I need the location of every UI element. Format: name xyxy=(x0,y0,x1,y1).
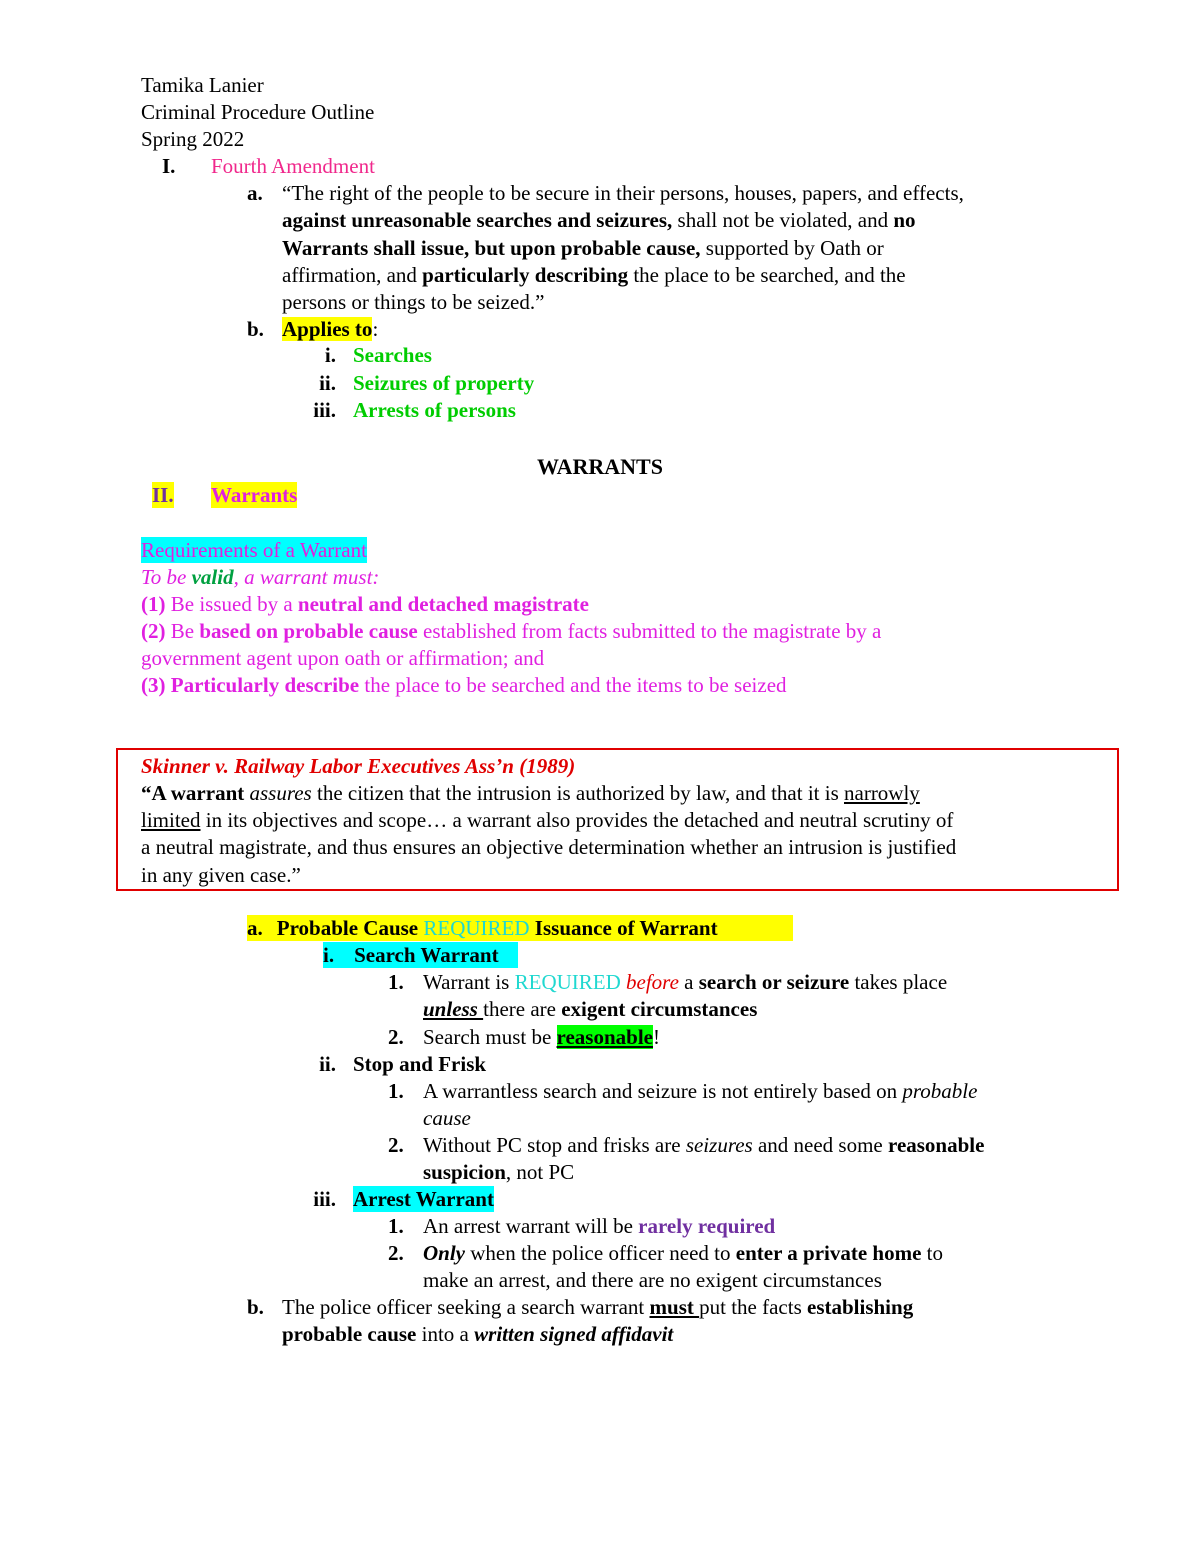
requirements-intro xyxy=(141,564,379,590)
text: put the facts xyxy=(699,1295,807,1319)
sub-number: i. xyxy=(323,943,335,967)
text-bold: probable cause xyxy=(282,1322,417,1346)
text: the citizen that the intrusion is authorized by law, and that it is xyxy=(311,781,844,805)
list-item-cont xyxy=(423,996,757,1022)
text: , not PC xyxy=(505,1160,575,1184)
author-name: Tamika Lanier xyxy=(141,73,264,97)
text-bold: reasonable xyxy=(888,1133,985,1157)
text: Be issued by a xyxy=(165,592,298,616)
applies-item: Seizures of property xyxy=(353,371,535,395)
text-bold: written signed affidavit xyxy=(474,1322,674,1346)
list-number: 2. xyxy=(388,1133,404,1157)
requirement-3 xyxy=(141,672,787,698)
amendment-text-line xyxy=(282,262,906,288)
case-quote-line xyxy=(141,780,920,806)
text-underline: narrowly xyxy=(844,781,920,805)
list-item-cont: cause xyxy=(423,1106,471,1130)
list-item xyxy=(423,1024,660,1050)
text: Warrant is xyxy=(423,970,515,994)
course-title: Criminal Procedure Outline xyxy=(141,100,375,124)
probable-cause-heading xyxy=(247,915,793,941)
text-bold: establishing xyxy=(807,1295,914,1319)
item-number: a. xyxy=(247,181,263,205)
term: Spring 2022 xyxy=(141,127,245,151)
text: in its objectives and scope… a warrant also provides the detached and neutral scrutiny of xyxy=(200,808,954,832)
list-number: 1. xyxy=(388,1079,404,1103)
text-italic: seizures xyxy=(685,1133,753,1157)
text-required: REQUIRED xyxy=(423,916,530,940)
text: there are xyxy=(483,997,562,1021)
list-item xyxy=(423,1132,984,1158)
text-bold: search or seizure xyxy=(698,970,850,994)
amendment-text-line xyxy=(282,207,916,233)
case-quote-line: a neutral magistrate, and thus ensures an objective determination whether an intrusion is justified xyxy=(141,835,957,859)
list-item-cont xyxy=(423,1159,574,1185)
applies-item: Searches xyxy=(353,343,432,367)
sub-number: i. xyxy=(324,343,336,367)
text: into a xyxy=(416,1322,475,1346)
list-number: 1. xyxy=(388,1214,404,1238)
sub-number: ii. xyxy=(319,371,336,395)
text: to xyxy=(921,1241,944,1265)
text-required: REQUIRED xyxy=(514,970,621,994)
text-italic: probable xyxy=(902,1079,978,1103)
text: ! xyxy=(653,1025,660,1049)
text: An arrest warrant will be xyxy=(423,1214,639,1238)
case-quote-line xyxy=(141,807,953,833)
list-item xyxy=(423,969,947,995)
text: established from facts submitted to the magistrate by a xyxy=(417,619,882,643)
text-bold: Only xyxy=(423,1241,465,1265)
text-bold: suspicion xyxy=(423,1160,506,1184)
sub-number: ii. xyxy=(319,1052,336,1076)
text-bold: (2) xyxy=(141,619,166,643)
text: supported by Oath or xyxy=(700,236,884,260)
list-number: 2. xyxy=(388,1025,404,1049)
text-bold: exigent circumstances xyxy=(561,997,758,1021)
section-title: Fourth Amendment xyxy=(211,154,375,178)
text: To be xyxy=(141,565,192,589)
text-bold: particularly describing xyxy=(422,263,629,287)
text-bold: (1) xyxy=(141,592,166,616)
requirement-1 xyxy=(141,591,589,617)
text: Probable Cause xyxy=(276,916,424,940)
amendment-text-line: persons or things to be seized.” xyxy=(282,290,545,314)
text: Search must be xyxy=(423,1025,557,1049)
warrants-heading: WARRANTS xyxy=(537,454,663,479)
list-number: 2. xyxy=(388,1241,404,1265)
text: when the police officer need to xyxy=(465,1241,736,1265)
requirements-title: Requirements of a Warrant xyxy=(141,538,367,562)
text-underline: limited xyxy=(141,808,201,832)
section-title: Warrants xyxy=(211,483,298,507)
list-item xyxy=(423,1213,775,1239)
amendment-text-line xyxy=(282,235,884,261)
text: Search Warrant xyxy=(354,943,499,967)
text: takes place xyxy=(849,970,948,994)
sub-number: iii. xyxy=(313,1187,336,1211)
text-bold: based on probable cause xyxy=(199,619,418,643)
text-bold: against unreasonable searches and seizures, xyxy=(282,208,673,232)
sub-number: iii. xyxy=(313,398,336,422)
text-bold: no xyxy=(893,208,916,232)
text-bold: (3) Particularly describe xyxy=(141,673,360,697)
section-number: II. xyxy=(152,483,174,507)
text-bold: Warrants shall issue, but upon probable cause, xyxy=(282,236,701,260)
text: the place to be searched and the items to be seized xyxy=(359,673,787,697)
case-title: Skinner v. Railway Labor Executives Ass’n (1989) xyxy=(141,754,576,778)
text-bold: neutral and detached magistrate xyxy=(297,592,589,616)
text-bold: unless xyxy=(423,997,484,1021)
text: Without PC stop and frisks are xyxy=(423,1133,686,1157)
text: The police officer seeking a search warrant xyxy=(282,1295,650,1319)
item-number: b. xyxy=(247,1295,264,1319)
text: , a warrant must: xyxy=(233,565,380,589)
text: shall not be violated, and xyxy=(672,208,894,232)
text-italic: assures xyxy=(249,781,312,805)
item-number: b. xyxy=(247,317,264,341)
item-number: a. xyxy=(247,916,263,940)
list-item xyxy=(423,1240,943,1266)
applies-item: Arrests of persons xyxy=(353,398,516,422)
affidavit-line xyxy=(282,1321,673,1347)
list-number: 1. xyxy=(388,970,404,994)
text-bold: enter a private home xyxy=(735,1241,922,1265)
requirement-2 xyxy=(141,618,881,644)
text: affirmation, and xyxy=(282,263,423,287)
text: and need some xyxy=(752,1133,888,1157)
case-quote-line: in any given case.” xyxy=(141,863,301,887)
text-bold: must xyxy=(649,1295,700,1319)
text-italic: before xyxy=(626,970,679,994)
text: Be xyxy=(165,619,200,643)
section-number: I. xyxy=(162,154,176,178)
amendment-text-line: “The right of the people to be secure in their persons, houses, papers, and effects, xyxy=(282,181,964,205)
text-highlight: reasonable xyxy=(556,1025,653,1049)
text-bold: rarely required xyxy=(638,1214,776,1238)
list-item-cont: make an arrest, and there are no exigent circumstances xyxy=(423,1268,882,1292)
text-bold: valid xyxy=(191,565,234,589)
text: A warrantless search and seizure is not entirely based on xyxy=(423,1079,903,1103)
text-bold: “A warrant xyxy=(141,781,250,805)
text: : xyxy=(372,317,379,341)
text-highlight: Applies to xyxy=(282,317,373,341)
requirement-2-cont: government agent upon oath or affirmation; and xyxy=(141,646,545,670)
search-warrant-heading xyxy=(323,942,518,968)
text: a xyxy=(678,970,699,994)
text: Issuance of Warrant xyxy=(529,916,718,940)
text: the place to be searched, and the xyxy=(628,263,906,287)
affidavit-line xyxy=(282,1294,913,1320)
arrest-warrant-heading: Arrest Warrant xyxy=(353,1187,494,1211)
list-item xyxy=(423,1078,977,1104)
stop-and-frisk-heading: Stop and Frisk xyxy=(353,1052,487,1076)
applies-to-label xyxy=(282,316,378,342)
